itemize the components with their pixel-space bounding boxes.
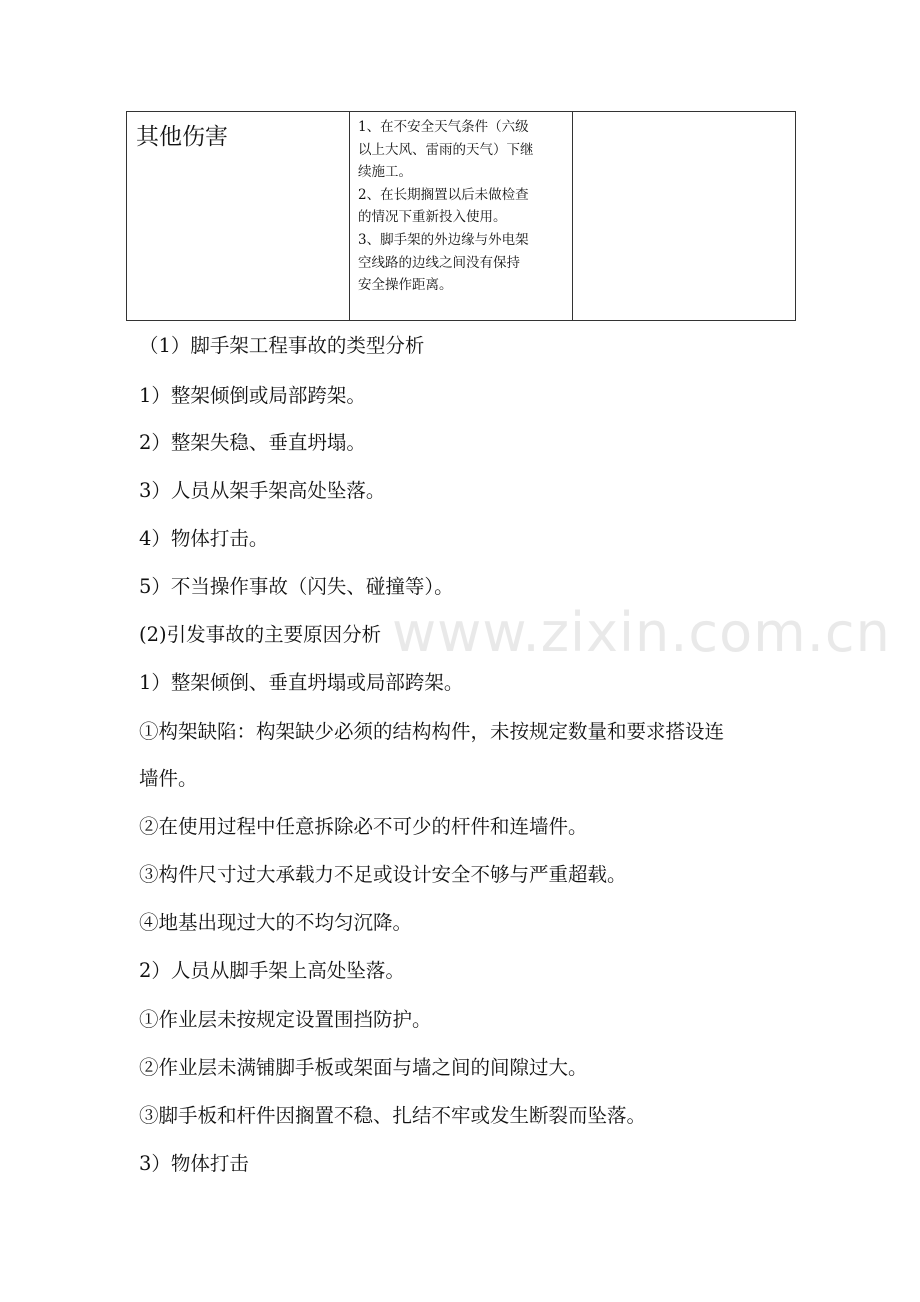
watermark: www.zixin.com.cn [392,601,891,664]
table-row [127,112,796,321]
causes-text: 1、在不安全天气条件（六级 以上大风、雷雨的天气）下继 续施工。 2、在长期搁置以后未做检查 的情况下重新投入使用。 3、脚手架的外边缘与外电架 空线路的边线之间没有保持 安全操作距离。 [358,119,534,294]
causes-cell [350,112,573,321]
category-cell [127,112,350,321]
paragraph-line: ①构架缺陷：构架缺少必须的结构构件，未按规定数量和要求搭设连 [139,720,725,743]
paragraph-line: ②作业层未满铺脚手板或架面与墙之间的间隙过大。 [139,1056,588,1079]
notes-cell [573,112,796,321]
hazard-table [126,111,796,321]
paragraph-line: 1）整架倾倒、垂直坍塌或局部跨架。 [139,671,464,694]
paragraph-line: 2）人员从脚手架上高处坠落。 [139,959,405,982]
paragraph-line: ④地基出现过大的不均匀沉降。 [139,911,413,934]
paragraph-line: 3）人员从架手架高处坠落。 [139,479,386,502]
paragraph-line: 4）物体打击。 [139,527,269,550]
section-heading-cause-analysis: (2)引发事故的主要原因分析 [139,623,382,646]
paragraph-line: ②在使用过程中任意拆除必不可少的杆件和连墙件。 [139,815,588,838]
paragraph-line: ③构件尺寸过大承载力不足或设计安全不够与严重超载。 [139,863,627,886]
section-heading-accident-types: （1）脚手架工程事故的类型分析 [139,334,425,357]
paragraph-line: 3）物体打击 [139,1152,249,1175]
paragraph-line: 2）整架失稳、垂直坍塌。 [139,431,366,454]
paragraph-line: ①作业层未按规定设置围挡防护。 [139,1008,432,1031]
paragraph-line: ③脚手板和杆件因搁置不稳、扎结不牢或发生断裂而坠落。 [139,1104,647,1127]
paragraph-line: 5）不当操作事故（闪失、碰撞等）。 [139,575,454,598]
category-label: 其他伤害 [136,124,228,150]
paragraph-line: 墙件。 [139,767,198,790]
paragraph-line: 1）整架倾倒或局部跨架。 [139,384,366,407]
